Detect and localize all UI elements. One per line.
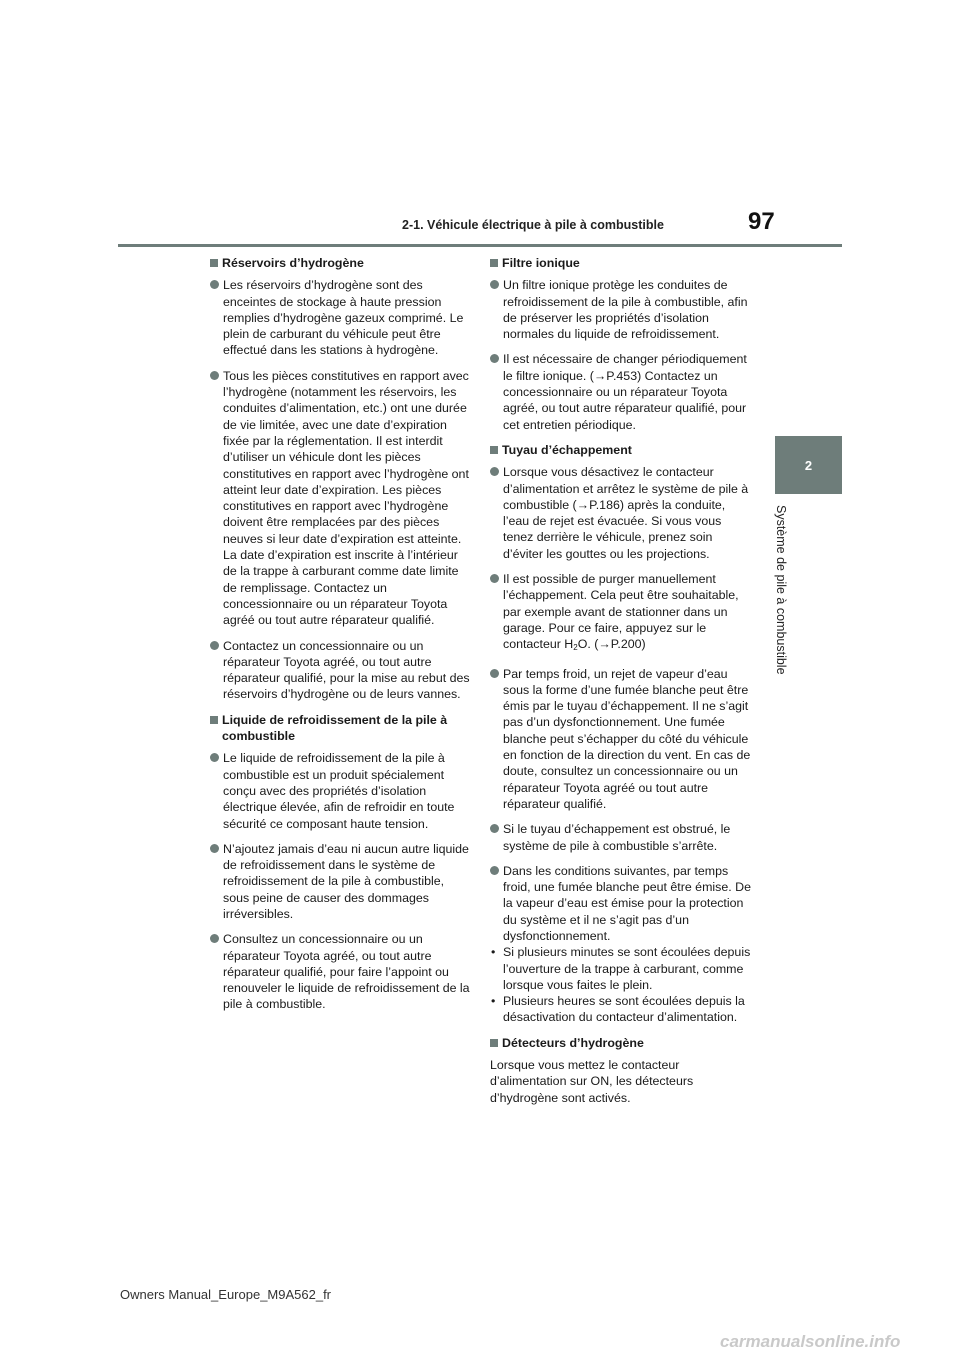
bullet-item: N’ajoutez jamais d’eau ni aucun autre liquide de refroidissement dans le système de refroidissement de la pile à combustible, sous peine de causer des dommages irréversibles.	[210, 841, 472, 922]
header-rule	[118, 244, 842, 247]
bullet-item: Lorsque vous désactivez le contacteur d’alimentation et arrêtez le système de pile à combustible (→P.186) après la conduite, l’eau de rejet est évacuée. Si vous vous tenez derrière le véhicule, prenez soin d’éviter les gouttes ou les projections.	[490, 464, 752, 562]
bullet-item: Les réservoirs d’hydrogène sont des enceintes de stockage à haute pression remplies d’hydrogène gazeux comprimé. Le plein de carburant du véhicule peut être effectué dans les stations à hydrogène.	[210, 277, 472, 358]
section-title: 2-1. Véhicule électrique à pile à combustible	[402, 218, 664, 232]
bullet-text: Dans les conditions suivantes, par temps froid, une fumée blanche peut être émise. De la vapeur d’eau est émise pour la protection du système et il ne s’agit pas d’un dysfonctionnement.	[503, 863, 751, 943]
bullet-item: Il est nécessaire de changer périodiquement le filtre ionique. (→P.453) Contactez un concessionnaire ou un réparateur Toyota agréé, ou tout autre réparateur qualifié, pour cet entretien périodique.	[490, 351, 752, 432]
bullet-text: Il est possible de purger manuellement l’échappement. Cela peut être souhaitable, par exemple avant de stationner dans un garage. Pour ce faire, appuyez sur le contacteur H	[503, 572, 739, 652]
heading-hydrogen-detectors: Détecteurs d’hydrogène	[490, 1035, 752, 1051]
bullet-item: Un filtre ionique protège les conduites de refroidissement de la pile à combustible, afin de préserver les propriétés d’isolation normales du liquide de refroidissement.	[490, 277, 752, 342]
chapter-title-wrap	[774, 505, 806, 695]
bullet-item	[490, 571, 752, 656]
bullet-item: Le liquide de refroidissement de la pile à combustible est un produit spécialement conçu avec des propriétés d’isolation électrique élevée, afin de refroidir en toute sécurité ce composant haute tension.	[210, 750, 472, 831]
right-column	[490, 255, 752, 1114]
footer-manual-id: Owners Manual_Europe_M9A562_fr	[120, 1287, 332, 1302]
left-column	[210, 255, 472, 1022]
bullet-item: Si le tuyau d’échappement est obstrué, le système de pile à combustible s’arrête.	[490, 821, 752, 854]
bullet-item	[490, 863, 752, 944]
heading-hydrogen-tanks: Réservoirs d’hydrogène	[210, 255, 472, 271]
watermark: carmanualsonline.info	[720, 1332, 901, 1351]
bullet-item: Contactez un concessionnaire ou un réparateur Toyota agréé, ou tout autre réparateur qualifié, pour la mise au rebut des réservoirs d’hydrogène ou de leurs vannes.	[210, 638, 472, 703]
chapter-title: Système de pile à combustible	[774, 505, 788, 675]
heading-exhaust-pipe: Tuyau d’échappement	[490, 442, 752, 458]
bullet-text: O. (→P.200)	[577, 637, 646, 652]
heading-ion-filter: Filtre ionique	[490, 255, 752, 271]
chapter-tab	[775, 436, 842, 494]
bullet-item: Par temps froid, un rejet de vapeur d’eau sous la forme d’une fumée blanche peut être émis par le tuyau d’échappement. Il ne s’agit pas d’un dysfonctionnement. Une fumée blanche peut s’échapper du côté du véhicule en fonction de la direction du vent. En cas de doute, consultez un concessionnaire ou un réparateur Toyota agréé ou tout autre réparateur qualifié.	[490, 666, 752, 813]
sub-item: • Si plusieurs minutes se sont écoulées depuis l’ouverture de la trappe à carburant, comme lorsque vous faites le plein.	[490, 944, 752, 993]
heading-coolant: Liquide de refroidissement de la pile à combustible	[210, 712, 472, 745]
bullet-item: Tous les pièces constitutives en rapport avec l’hydrogène (notamment les réservoirs, les conduites d’alimentation, etc.) ont une durée de vie limitée, avec une date d’expiration fixée par la réglementation. Il est interdit d’utiliser un véhicule dont les pièces constitutives en rapport avec l’hydrogène ont atteint leur date d’expiration. Les pièces constitutives en rapport avec l’hydrogène doivent être remplacées par des pièces neuves si leur date d’expiration est atteinte. La date d’expiration est inscrite à l’intérieur de la trappe à carburant comme date limite de remplissage. Contactez un concessionnaire ou un réparateur Toyota agréé ou tout autre réparateur qualifié.	[210, 368, 472, 629]
bullet-item: Consultez un concessionnaire ou un réparateur Toyota agréé, ou tout autre réparateur qualifié, pour faire l’appoint ou renouveler le liquide de refroidissement de la pile à combustible.	[210, 931, 472, 1012]
page-number: 97	[748, 208, 775, 235]
sub-item: • Plusieurs heures se sont écoulées depuis la désactivation du contacteur d’alimentation.	[490, 993, 752, 1026]
paragraph: Lorsque vous mettez le contacteur d’alimentation sur ON, les détecteurs d’hydrogène sont activés.	[490, 1058, 694, 1105]
subscript: 2	[573, 643, 578, 653]
chapter-number: 2	[804, 457, 813, 473]
